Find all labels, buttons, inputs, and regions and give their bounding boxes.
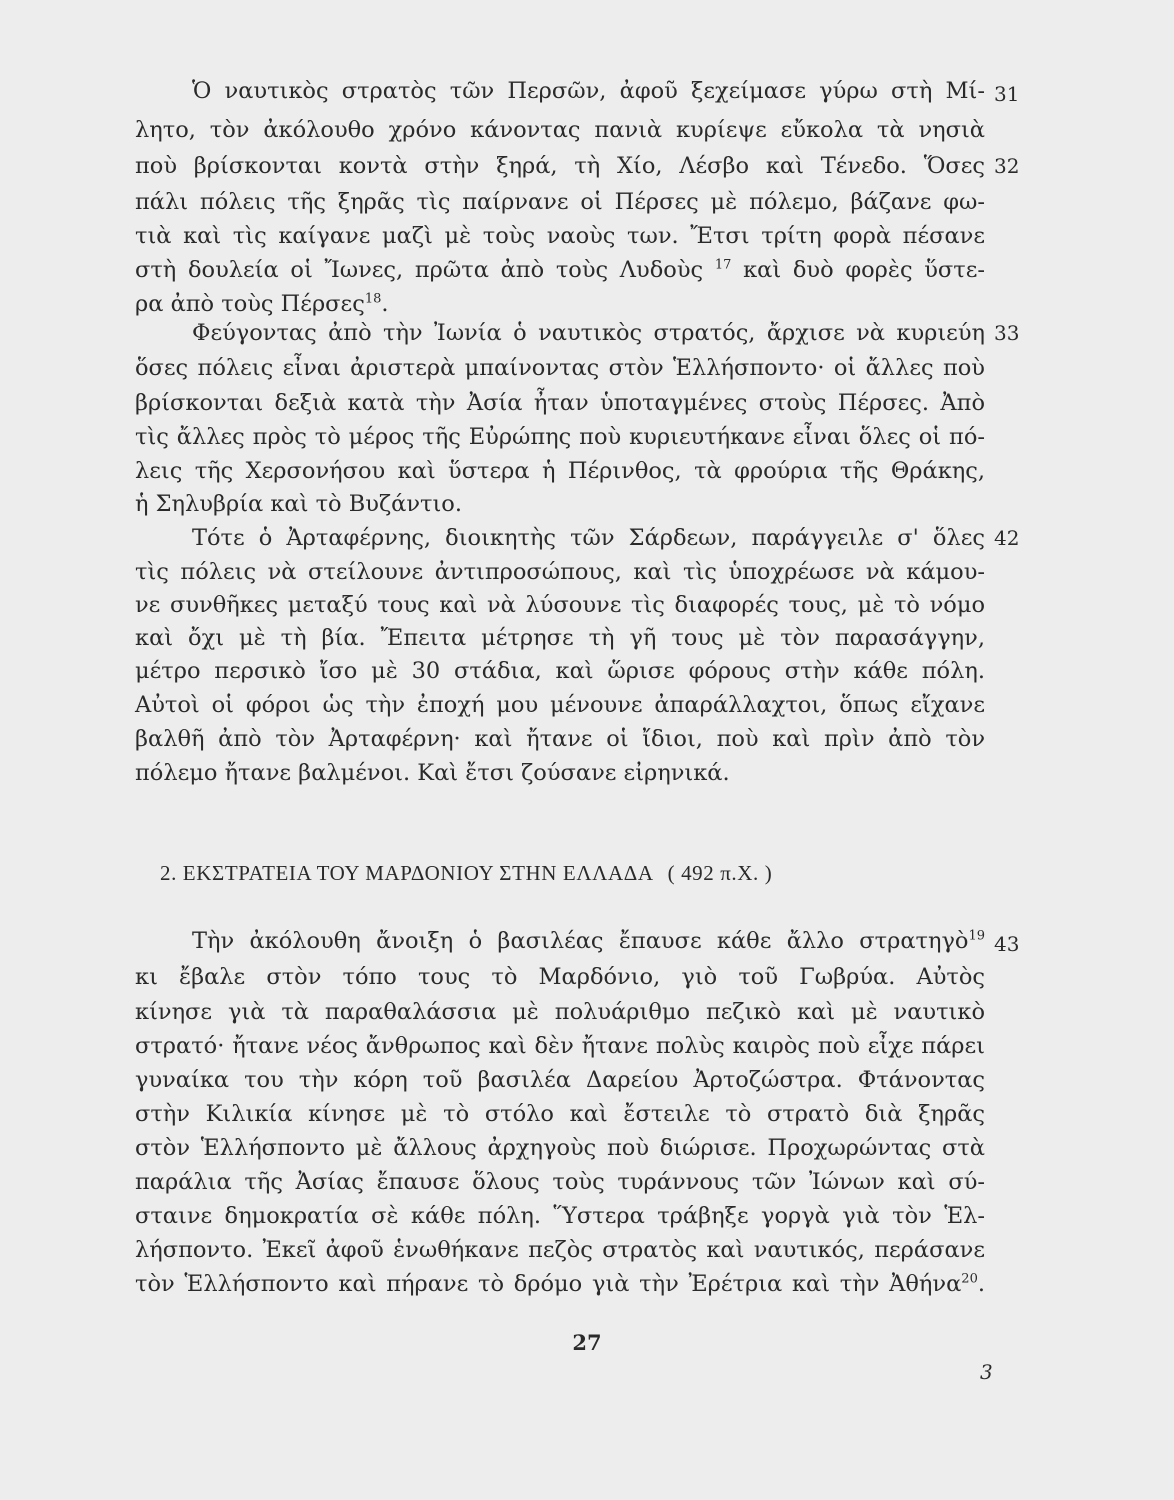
text-line-with-note (135, 289, 985, 319)
heading-title: 2. ΕΚΣΤΡΑΤΕΙΑ ΤΟΥ ΜΑΡΔΟΝΙΟΥ ΣΤΗΝ ΕΛΛΑΔΑ (160, 861, 654, 885)
text-line: καὶ ὄχι μὲ τὴ βία. Ἔπειτα μέτρησε τὴ γῆ τους μὲ τὸν παρασάγγην, (135, 625, 985, 651)
text-line: στρατό· ἤτανε νέος ἄνθρωπος καὶ δὲν ἤτανε πολὺς καιρὸς ποὺ εἶχε πάρει (135, 1033, 985, 1059)
footnote-marker: 19 (968, 928, 985, 944)
text-line: σταινε δημοκρατία σὲ κάθε πόλη. Ὕστερα τράβηξε γοργὰ γιὰ τὸν Ἑλ- (135, 1203, 985, 1229)
text-line: βρίσκονται δεξιὰ κατὰ τὴν Ἀσία ἦταν ὑποταγμένες στοὺς Πέρσες. Ἀπὸ (135, 390, 985, 416)
margin-number: 33 (994, 321, 1020, 345)
page-number: 27 (572, 1330, 602, 1355)
margin-number: 32 (994, 154, 1020, 178)
text-line: Ὁ ναυτικὸς στρατὸς τῶν Περσῶν, ἀφοῦ ξεχείμασε γύρω στὴ Μί- (192, 78, 985, 104)
text-fragment: καὶ δυὸ φορὲς ὕστε- (743, 257, 986, 283)
text-line: ποὺ βρίσκονται κοντὰ στὴν ξηρά, τὴ Χίο, Λέσβο καὶ Τένεδο. Ὅσες (135, 153, 985, 179)
heading-year: ( 492 π.Χ. ) (667, 861, 773, 885)
text-line: Φεύγοντας ἀπὸ τὴν Ἰωνία ὁ ναυτικὸς στρατός, ἄρχισε νὰ κυριεύη (192, 320, 985, 346)
margin-number: 31 (994, 82, 1020, 106)
text-line: ἡ Σηλυβρία καὶ τὸ Βυζάντιο. (135, 491, 462, 517)
text-line: στὸν Ἑλλήσποντο μὲ ἄλλους ἀρχηγοὺς ποὺ διώρισε. Προχωρώντας στὰ (135, 1135, 985, 1161)
margin-number: 42 (994, 526, 1020, 550)
footnote-marker: 20 (961, 1271, 978, 1287)
footnote-marker: 18 (364, 291, 382, 307)
footnote-marker: 17 (714, 257, 732, 273)
text-line: τιὰ καὶ τὶς καίγανε μαζὶ μὲ τοὺς ναοὺς των. Ἔτσι τρίτη φορὰ πέσανε (135, 223, 985, 249)
text-line: Τότε ὁ Ἀρταφέρνης, διοικητὴς τῶν Σάρδεων, παράγγειλε σ' ὅλες (192, 525, 985, 551)
text-line: κι ἔβαλε στὸν τόπο τους τὸ Μαρδόνιο, γιὸ τοῦ Γωβρύα. Αὐτὸς (135, 964, 985, 990)
text-line: νε συνθῆκες μεταξύ τους καὶ νὰ λύσουνε τὶς διαφορές τους, μὲ τὸ νόμο (135, 592, 985, 618)
text-line: Αὐτοὶ οἱ φόροι ὡς τὴν ἐποχή μου μένουνε ἀπαράλλαχτοι, ὅπως εἴχανε (135, 692, 985, 718)
section-heading (160, 858, 772, 888)
text-fragment: . (381, 291, 389, 317)
text-line: στὴν Κιλικία κίνησε μὲ τὸ στόλο καὶ ἔστειλε τὸ στρατὸ διὰ ξηρᾶς (135, 1101, 985, 1127)
margin-number: 43 (994, 932, 1020, 956)
text-line: παράλια τῆς Ἀσίας ἔπαυσε ὅλους τοὺς τυράννους τῶν Ἰώνων καὶ σύ- (135, 1169, 985, 1195)
text-fragment: στὴ δουλεία οἱ Ἴωνες, πρῶτα ἀπὸ τοὺς Λυδοὺς (135, 257, 704, 283)
text-line: λήσποντο. Ἐκεῖ ἀφοῦ ἑνωθήκανε πεζὸς στρατὸς καὶ ναυτικός, περάσανε (135, 1237, 985, 1263)
text-line: γυναίκα του τὴν κόρη τοῦ βασιλέα Δαρείου Ἀρτοζώστρα. Φτάνοντας (135, 1067, 985, 1093)
text-line-with-note (135, 255, 985, 285)
text-line: τὶς πόλεις νὰ στείλουνε ἀντιπροσώπους, καὶ τὶς ὑποχρέωσε νὰ κάμου- (135, 559, 985, 585)
text-fragment: Τὴν ἀκόλουθη ἄνοιξη ὁ βασιλέας ἔπαυσε κάθε ἄλλο στρατηγὸ (192, 928, 969, 954)
text-line-with-note (135, 1269, 985, 1299)
text-fragment: ρα ἀπὸ τοὺς Πέρσες (135, 291, 365, 317)
text-line: τὶς ἄλλες πρὸς τὸ μέρος τῆς Εὐρώπης ποὺ κυριευτήκανε εἶναι ὅλες οἱ πό- (135, 424, 985, 450)
text-line: λητο, τὸν ἀκόλουθο χρόνο κάνοντας πανιὰ κυρίεψε εὔκολα τὰ νησιὰ (135, 117, 985, 143)
text-line: βαλθῆ ἀπὸ τὸν Ἀρταφέρνη· καὶ ἤτανε οἱ ἴδιοι, ποὺ καὶ πρὶν ἀπὸ τὸν (135, 726, 985, 752)
text-line: μέτρο περσικὸ ἴσο μὲ 30 στάδια, καὶ ὥρισε φόρους στὴν κάθε πόλη. (135, 658, 985, 684)
text-line: ὅσες πόλεις εἶναι ἀριστερὰ μπαίνοντας στὸν Ἑλλήσποντο· οἱ ἄλλες ποὺ (135, 355, 985, 381)
text-line-with-note (192, 926, 985, 956)
text-line: κίνησε γιὰ τὰ παραθαλάσσια μὲ πολυάριθμο πεζικὸ καὶ μὲ ναυτικὸ (135, 999, 985, 1025)
text-fragment: τὸν Ἑλλήσποντο καὶ πήρανε τὸ δρόμο γιὰ τὴν Ἐρέτρια καὶ τὴν Ἀθήνα (135, 1271, 962, 1297)
text-line: πάλι πόλεις τῆς ξηρᾶς τὶς παίρνανε οἱ Πέρσες μὲ πόλεμο, βάζανε φω- (135, 189, 985, 215)
text-fragment: . (977, 1271, 985, 1297)
text-line: λεις τῆς Χερσονήσου καὶ ὕστερα ἡ Πέρινθος, τὰ φρούρια τῆς Θράκης, (135, 458, 985, 484)
signature-mark: 3 (980, 1360, 993, 1384)
text-line: πόλεμο ἤτανε βαλμένοι. Καὶ ἔτσι ζούσανε εἰρηνικά. (135, 760, 730, 786)
